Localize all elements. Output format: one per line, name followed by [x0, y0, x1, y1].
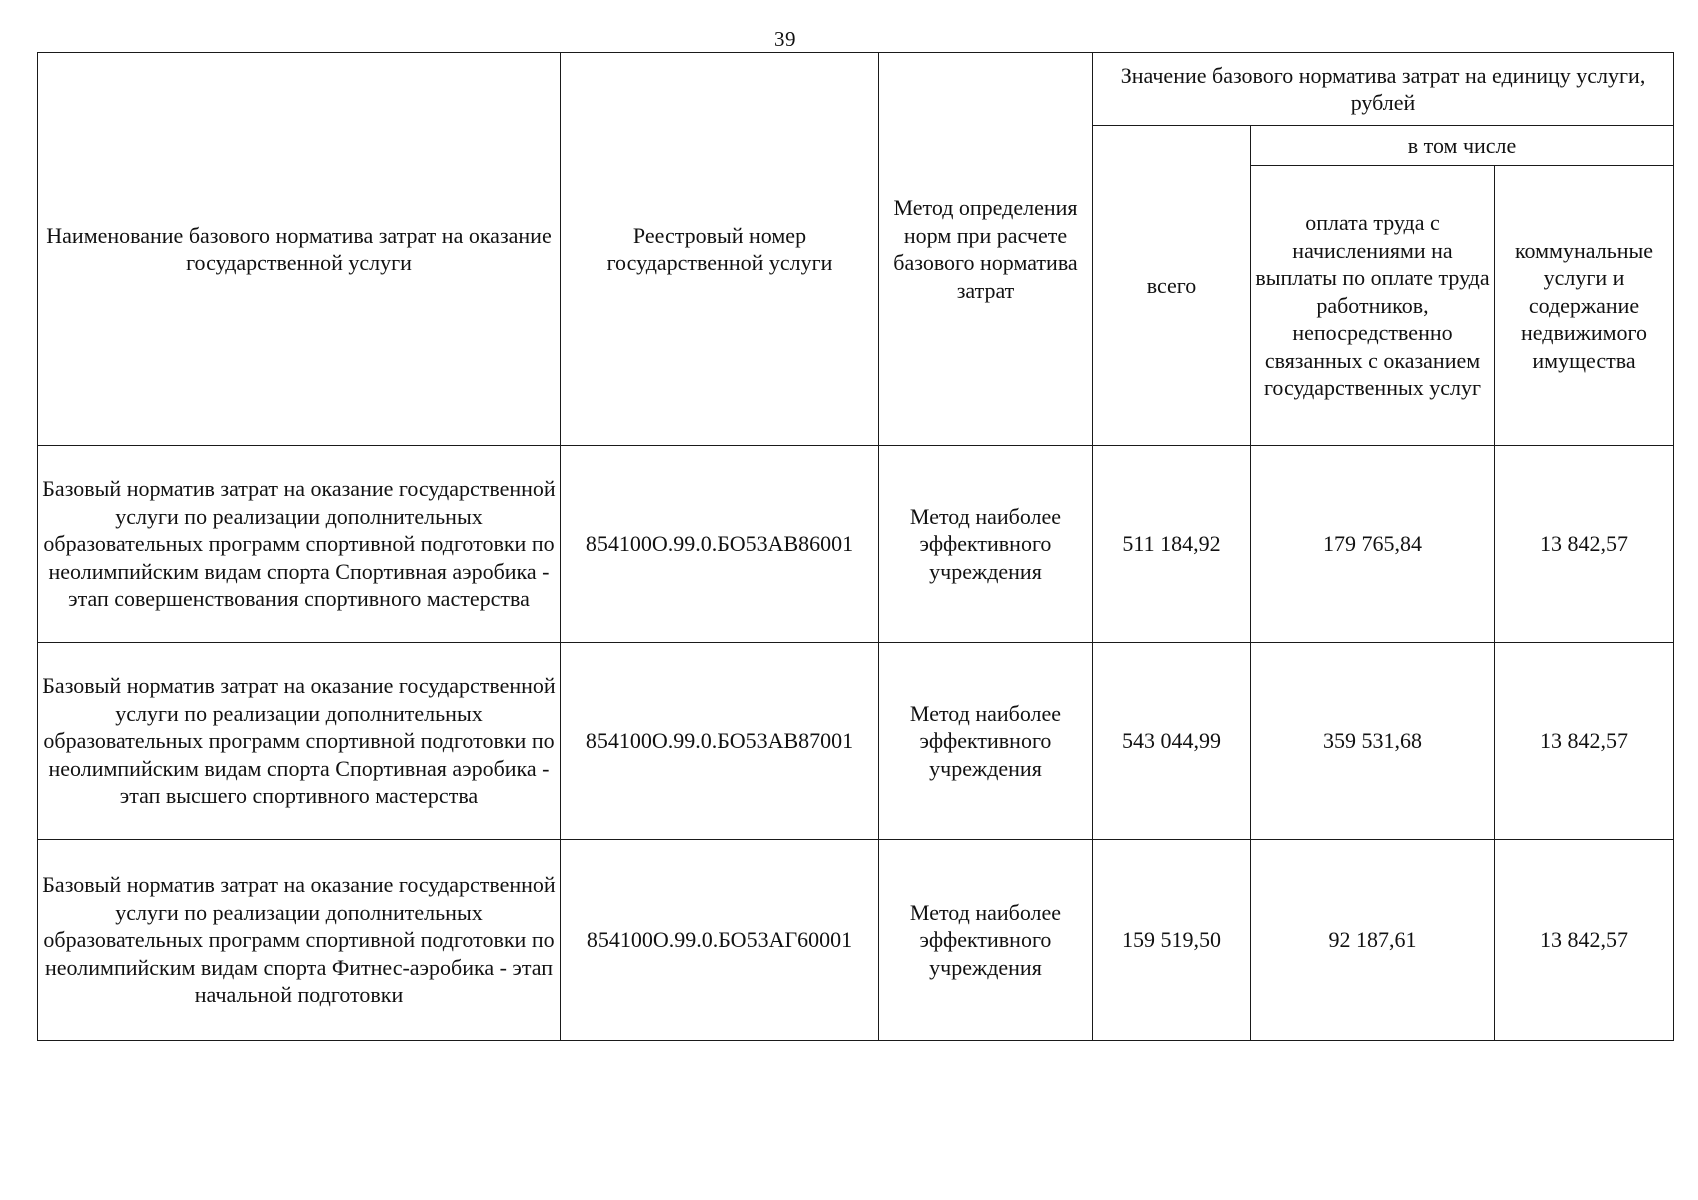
cell-total: 159 519,50 — [1093, 840, 1251, 1041]
header-utilities: коммунальные услуги и содержание недвижимого имущества — [1495, 166, 1674, 446]
cell-utilities: 13 842,57 — [1495, 840, 1674, 1041]
table-row — [38, 643, 1674, 840]
cell-labor: 179 765,84 — [1251, 446, 1495, 643]
header-labor: оплата труда с начислениями на выплаты по оплате труда работников, непосредственно связанных с оказанием государственных услуг — [1251, 166, 1495, 446]
table-row — [38, 446, 1674, 643]
cost-norm-table — [37, 52, 1674, 1041]
cell-utilities: 13 842,57 — [1495, 446, 1674, 643]
header-method: Метод определения норм при расчете базового норматива затрат — [879, 53, 1093, 446]
header-name: Наименование базового норматива затрат на оказание государственной услуги — [38, 53, 561, 446]
cell-utilities: 13 842,57 — [1495, 643, 1674, 840]
cell-registry: 854100О.99.0.БО53АВ87001 — [561, 643, 879, 840]
header-value-group: Значение базового норматива затрат на единицу услуги, рублей — [1093, 53, 1674, 126]
header-row-1 — [38, 53, 1674, 126]
cell-method: Метод наиболее эффективного учреждения — [879, 446, 1093, 643]
header-registry: Реестровый номер государственной услуги — [561, 53, 879, 446]
cell-name: Базовый норматив затрат на оказание государственной услуги по реализации дополнительных образовательных программ спортивной подготовки по неолимпийским видам спорта Спортивная аэробика - этап совершенствования спортивного мастерства — [38, 446, 561, 643]
cell-method: Метод наиболее эффективного учреждения — [879, 643, 1093, 840]
cell-name: Базовый норматив затрат на оказание государственной услуги по реализации дополнительных образовательных программ спортивной подготовки по неолимпийским видам спорта Фитнес-аэробика - этап начальной подготовки — [38, 840, 561, 1041]
table-row — [38, 840, 1674, 1041]
cell-name: Базовый норматив затрат на оказание государственной услуги по реализации дополнительных образовательных программ спортивной подготовки по неолимпийским видам спорта Спортивная аэробика - этап высшего спортивного мастерства — [38, 643, 561, 840]
header-total: всего — [1093, 126, 1251, 446]
page-number: 39 — [774, 27, 796, 51]
cell-labor: 92 187,61 — [1251, 840, 1495, 1041]
cell-labor: 359 531,68 — [1251, 643, 1495, 840]
cell-total: 543 044,99 — [1093, 643, 1251, 840]
cell-registry: 854100О.99.0.БО53АВ86001 — [561, 446, 879, 643]
cell-method: Метод наиболее эффективного учреждения — [879, 840, 1093, 1041]
cell-total: 511 184,92 — [1093, 446, 1251, 643]
cell-registry: 854100О.99.0.БО53АГ60001 — [561, 840, 879, 1041]
header-including: в том числе — [1251, 126, 1674, 166]
